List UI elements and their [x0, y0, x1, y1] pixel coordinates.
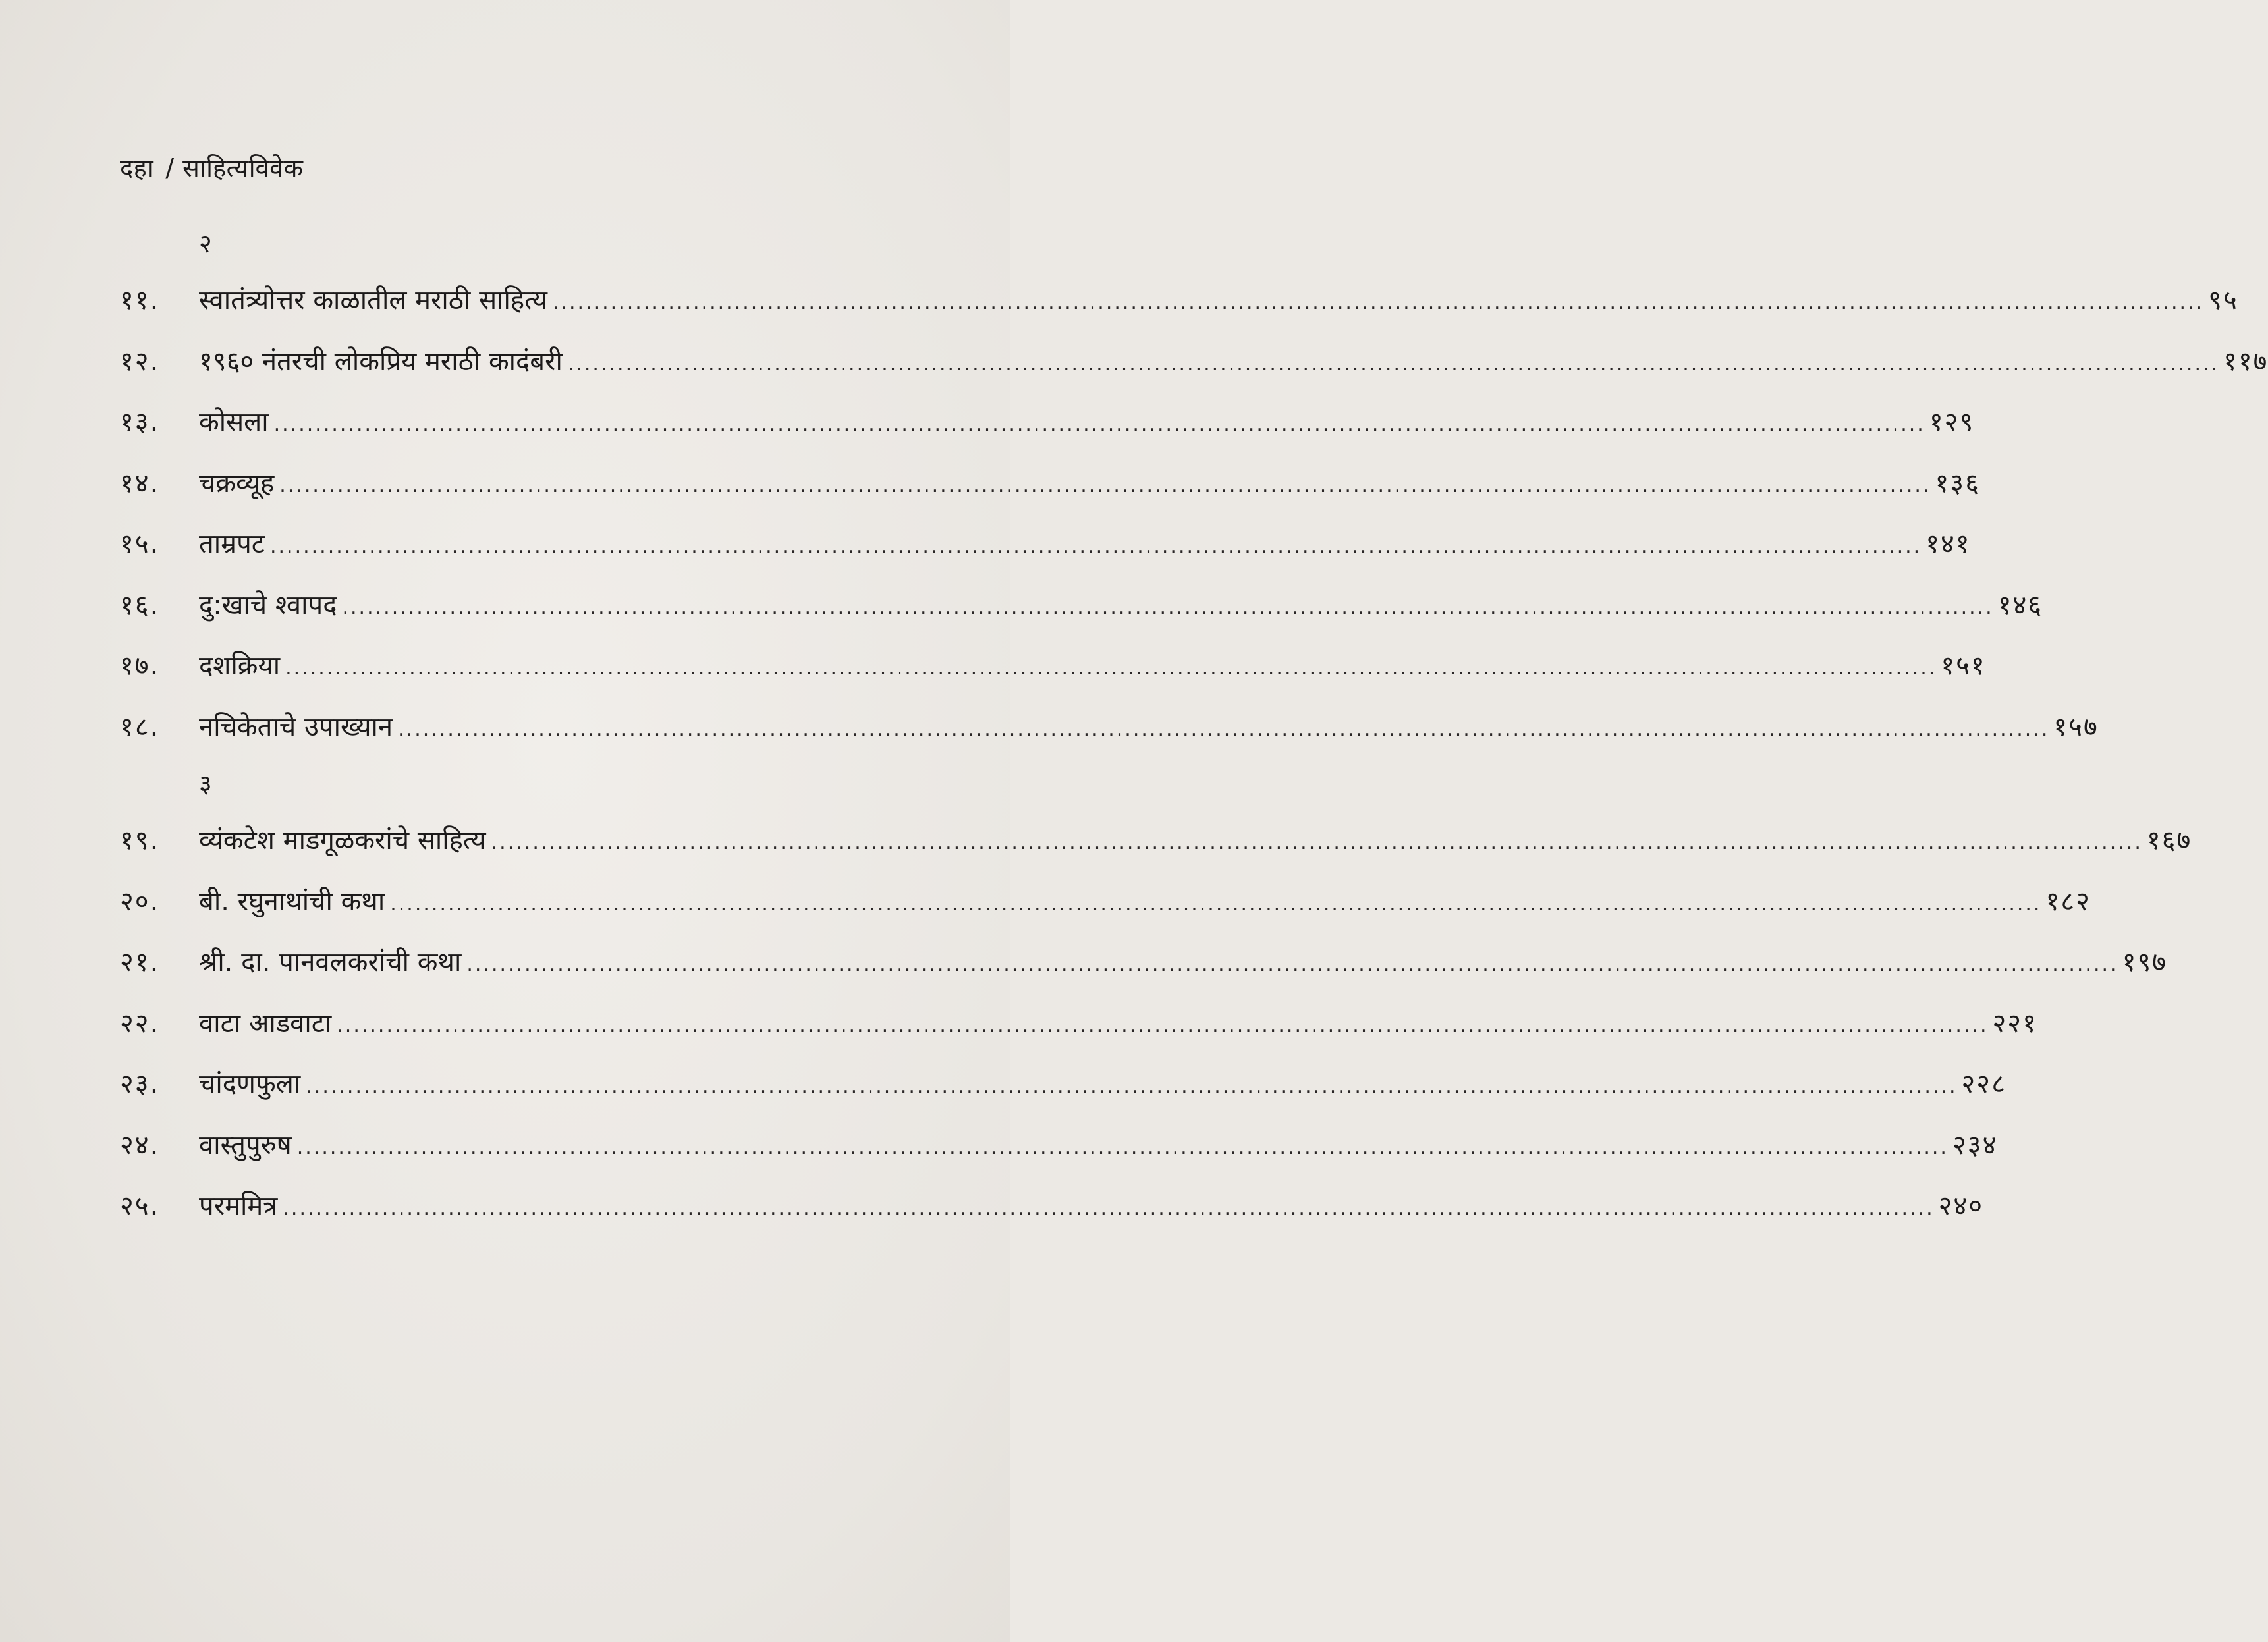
toc-entry [120, 636, 1986, 697]
toc-section [120, 217, 2268, 757]
entry-page: १५७ [2053, 711, 2099, 742]
dot-leader: ........................................................................................................................................................................................................ [398, 717, 2050, 741]
entry-number: १७. [120, 651, 160, 681]
toc-entry [120, 810, 2192, 871]
entry-number: २५. [120, 1191, 160, 1221]
entry-page: १४१ [1925, 529, 1971, 559]
entry-title: ताम्रपट [199, 529, 265, 559]
toc-entry [120, 270, 2238, 331]
toc-entry [120, 575, 2043, 636]
entry-title: परममित्र [199, 1191, 278, 1221]
entry-number: २२. [120, 1008, 160, 1039]
entry-page: १९७ [2122, 947, 2167, 977]
entry-number: ११. [120, 285, 160, 315]
entry-page: २३४ [1952, 1130, 1998, 1161]
running-head [120, 150, 303, 184]
dot-leader: ........................................................................................................................................................................................................ [283, 1197, 1935, 1220]
entry-number: २०. [120, 886, 160, 917]
folio: दहा [120, 153, 154, 182]
dot-leader: ........................................................................................................................................................................................................ [279, 474, 1931, 497]
dot-leader: ........................................................................................................................................................................................................ [337, 1014, 1989, 1037]
table-of-contents [120, 217, 2268, 1237]
dot-leader: ........................................................................................................................................................................................................ [390, 892, 2042, 916]
toc-entry [120, 1115, 1998, 1176]
entry-page: २२१ [1992, 1008, 2037, 1039]
dot-leader: ........................................................................................................................................................................................................ [491, 831, 2143, 854]
entry-page: १८२ [2045, 886, 2091, 917]
toc-section [120, 757, 2192, 1237]
entry-title: वास्तुपुरुष [199, 1130, 292, 1161]
toc-entry [120, 697, 2099, 758]
entry-page: १३६ [1935, 468, 1980, 499]
entry-title: श्री. दा. पानवलकरांची कथा [199, 947, 462, 977]
toc-entry [120, 392, 1975, 453]
toc-entry [120, 932, 2167, 993]
entry-title: १९६० नंतरची लोकप्रिय मराठी कादंबरी [199, 346, 563, 377]
entry-page: १६७ [2146, 825, 2192, 856]
entry-page: १४६ [1997, 589, 2043, 620]
toc-entry [120, 871, 2091, 933]
entry-title: चक्रव्यूह [199, 468, 275, 499]
dot-leader: ........................................................................................................................................................................................................ [567, 352, 2220, 375]
entry-number: १६. [120, 589, 160, 620]
dot-leader: ........................................................................................................................................................................................................ [296, 1136, 1949, 1159]
entry-page: २२८ [1961, 1069, 2006, 1099]
entry-title: चांदणफुला [199, 1069, 301, 1099]
entry-title: कोसला [199, 407, 269, 437]
entry-page: १२९ [1929, 407, 1975, 437]
dot-leader: ........................................................................................................................................................................................................ [269, 535, 1922, 558]
entry-number: १८. [120, 711, 160, 742]
book-title: / साहित्यविवेक [165, 153, 304, 182]
toc-entry [120, 331, 2268, 393]
entry-title: दशक्रिया [199, 651, 281, 681]
entry-page: १५१ [1941, 651, 1986, 681]
entry-number: १२. [120, 346, 160, 377]
entry-title: नचिकेताचे उपाख्यान [199, 711, 393, 742]
entry-page: ९५ [2208, 285, 2238, 315]
toc-entry [120, 993, 2037, 1054]
entry-title: व्यंकटेश माडगूळकरांचे साहित्य [199, 825, 486, 856]
entry-title: वाटा आडवाटा [199, 1008, 332, 1039]
dot-leader: ........................................................................................................................................................................................................ [466, 953, 2118, 976]
dot-leader: ........................................................................................................................................................................................................ [552, 291, 2205, 314]
entry-number: २३. [120, 1069, 160, 1099]
entry-title: स्वातंत्र्योत्तर काळातील मराठी साहित्य [199, 285, 547, 315]
dot-leader: ........................................................................................................................................................................................................ [306, 1075, 1958, 1098]
entry-number: २४. [120, 1130, 160, 1161]
toc-entry [120, 514, 1971, 575]
entry-title: बी. रघुनाथांची कथा [199, 886, 385, 917]
entry-number: २१. [120, 947, 160, 977]
entry-page: ११७ [2223, 346, 2268, 377]
entry-number: १५. [120, 529, 160, 559]
toc-entry [120, 1176, 1984, 1237]
dot-leader: ........................................................................................................................................................................................................ [273, 413, 1925, 436]
section-number: ३ [199, 769, 212, 798]
toc-entry [120, 453, 1980, 514]
toc-entry [120, 1054, 2006, 1115]
dot-leader: ........................................................................................................................................................................................................ [285, 657, 1937, 680]
entry-number: १४. [120, 468, 160, 499]
dot-leader: ........................................................................................................................................................................................................ [342, 595, 1994, 619]
entry-number: १९. [120, 825, 160, 856]
entry-number: १३. [120, 407, 160, 437]
entry-title: दु:खाचे श्वापद [199, 589, 337, 620]
entry-page: २४० [1938, 1191, 1984, 1221]
section-number: २ [199, 229, 212, 258]
